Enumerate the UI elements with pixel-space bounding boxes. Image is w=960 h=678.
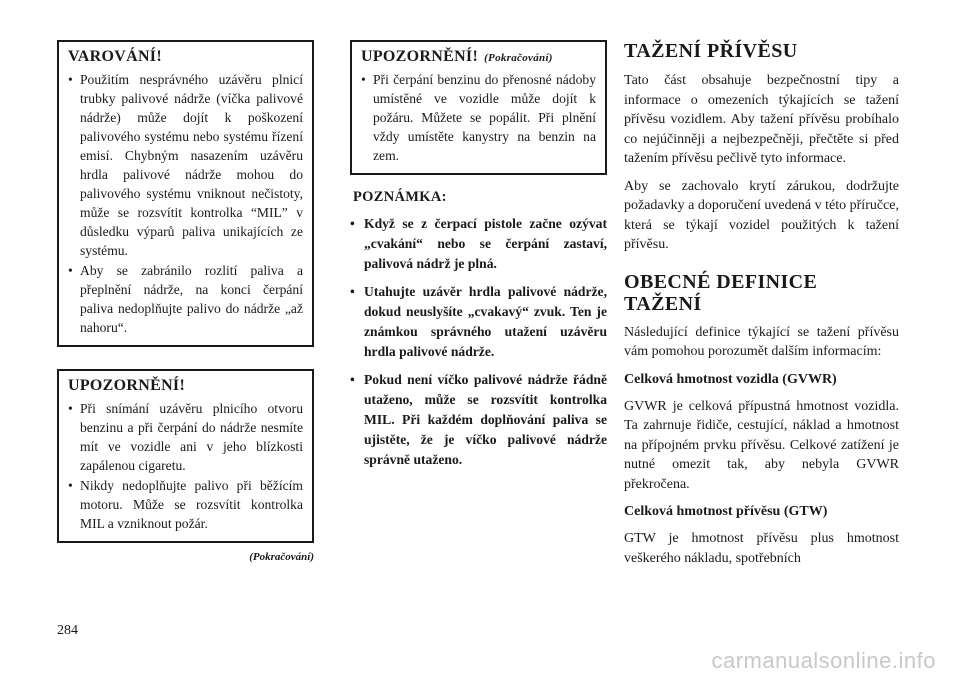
- caution-box: [57, 369, 314, 543]
- paragraph: GVWR je celková přípustná hmotnost vozidla. Ta zahrnuje řidiče, cestující, náklad a hmotnost na přípojném prvku přívěsu. Celkové zatížení je nutné omezit tak, aby nebyla GVWR překročena.: [624, 398, 899, 492]
- note-item: • Pokud není víčko palivové nádrže řádně utaženo, může se rozsvítit kontrolka MIL. Při každém doplňování paliva se ujistěte, že je víčko palivové nádrže správně utaženo.: [350, 370, 607, 470]
- continued-label: (Pokračování): [249, 551, 314, 563]
- subheading: Celková hmotnost přívěsu (GTW): [624, 504, 828, 519]
- watermark: carmanualsonline.info: [711, 648, 936, 673]
- warning-item: • Použitím nesprávného uzávěru plnicí trubky palivové nádrže (víčka palivové nádrže) může dojít k poškození palivového systému nebo systému řízení emisí. Chybným nasazením uzávěru hrdla palivové nádrže mohou do palivového systému vniknout nečistoty, může se rozsvítit kontrolka “MIL” v důsledku výparů paliva unikajících ze systému.: [68, 70, 303, 260]
- caution-list: [68, 399, 303, 533]
- caution-box-continued: [350, 40, 607, 175]
- paragraph: Aby se zachovalo krytí zárukou, dodržujte požadavky a doporučení uvedená v této příručce, která se týkají vozidel použitých k tažení přívěsu.: [624, 178, 899, 252]
- note-list: [350, 214, 607, 470]
- section-heading: OBECNÉ DEFINICE TAŽENÍ: [624, 270, 818, 315]
- warning-title: VAROVÁNÍ!: [68, 48, 162, 65]
- section-heading: TAŽENÍ PŘÍVĚSU: [624, 40, 798, 62]
- paragraph: Následující definice týkající se tažení přívěsu vám pomohou porozumět dalším informacím:: [624, 324, 899, 359]
- note-item: • Když se z čerpací pistole začne ozývat „cvakání“ nebo se čerpání zastaví, palivová nádrž je plná.: [350, 214, 607, 274]
- warning-item: • Aby se zabránilo rozlití paliva a přeplnění nádrže, na konci čerpání paliva nedoplňujte palivo do nádrže „až nahoru“.: [68, 261, 303, 337]
- caution-item: • Při čerpání benzinu do přenosné nádoby umístěné ve vozidle může dojít k požáru. Můžete se popálit. Při plnění vždy umístěte kanystry na benzin na zem.: [361, 70, 596, 165]
- note-title: POZNÁMKA:: [353, 189, 447, 205]
- page-number: 284: [57, 623, 78, 638]
- middle-column: [350, 40, 607, 478]
- caution-item: • Nikdy nedoplňujte palivo při běžícím motoru. Může se rozsvítit kontrolka MIL a vzniknout požár.: [68, 476, 303, 533]
- caution-continued-label: (Pokračování): [484, 52, 553, 64]
- left-column: [57, 40, 314, 563]
- caution-list: [361, 70, 596, 165]
- right-column: [624, 40, 899, 576]
- caution-title-text: UPOZORNĚNÍ!: [361, 48, 479, 65]
- caution-title: UPOZORNĚNÍ!: [68, 377, 186, 394]
- warning-box: [57, 40, 314, 347]
- paragraph: GTW je hmotnost přívěsu plus hmotnost veškerého nákladu, spotřebních: [624, 531, 899, 566]
- note-item: • Utahujte uzávěr hrdla palivové nádrže, dokud neuslyšíte „cvakavý“ zvuk. Ten je známkou správného utažení uzávěru hrdla palivové nádrže.: [350, 282, 607, 362]
- warning-list: [68, 70, 303, 337]
- subheading: Celková hmotnost vozidla (GVWR): [624, 371, 837, 387]
- paragraph: Tato část obsahuje bezpečnostní tipy a informace o omezeních týkajících se tažení přívěsu vozidlem. Aby tažení přívěsu probíhalo co nejúčinněji a nejbezpečněji, přečtěte si před tažením přívěsu pečlivě tyto informace.: [624, 73, 899, 166]
- caution-title: [361, 48, 596, 66]
- caution-item: • Při snímání uzávěru plnicího otvoru benzinu a při čerpání do nádrže nesmíte mít ve vozidle ani v jeho blízkosti zapálenou cigaretu.: [68, 399, 303, 475]
